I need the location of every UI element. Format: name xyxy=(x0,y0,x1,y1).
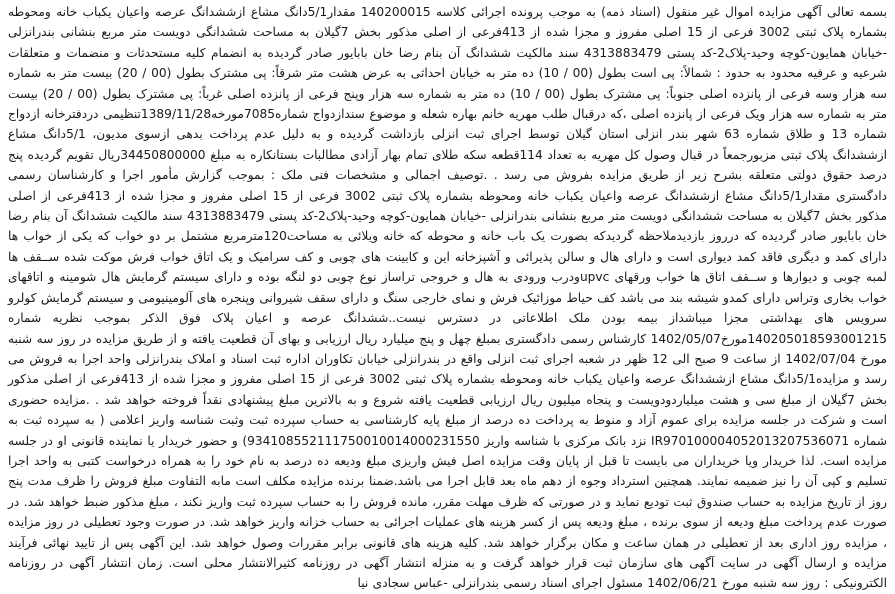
auction-notice-text: بسمه تعالی آگهی مزایده اموال غیر منقول (اسناد ذمه) به موجب پرونده اجرائی کلاسه 140200015 مقدار5/1دانگ مشاع ازششدانگ عرصه واعیان یکباب خانه ومحوطه بشماره پلاک ثبتی 3002 فرعی از 15 اصلی مفروز و مجزا شده از 413فرعی از اصلی مذکور بخش 7گیلان به مساحت ششدانگی دویست متر مربع بنشانی بندرانزلی -خیابان همایون-کوچه وحید-پلاک2-کد پستی 4313883479 سند مالکیت ششدانگ آن بنام رضا خان بابایور صادر گردیده به انضمام کلیه مستحدثات و منضمات و متعلقات شرعیه و عرفیه محدود به حدود : شمالاً: پی است بطول (00 / 10) ده متر به خیابان احداثی به عرض هشت متر شرقاً: پی مشترک بطول (00 / 20) بیست متر به شماره سه هزار وسه فرعی از پانزده اصلی جنوباً: پی مشترک بطول (00 / 10) ده متر به شماره سه هزار وپنج فرعی از پانزده اصلی غرباً: پی مشترک بطول (00 / 20) بیست متر به شماره سه هزار ویک فرعی از پانزده اصلی ،که درقبال طلب مهریه خانم بهاره شعله و موضوع سندازدواج شماره7085مورخه1389/11/28تنظیمی دردفترخانه ازدواج شماره 13 و طلاق شماره 63 شهر بندر انزلی استان گیلان توسط اجرای ثبت انزلی بازداشت گردیده و به دلیل عدم پرداخت بدهی ازسوی مدیون، 5/1دانگ مشاع ازششدانگ پلاک ثبتی مزبورجمعاً در قبال وصول کل مهریه به تعداد 114قطعه سکه طلای تمام بهار آزادی مطالبات بستانکاره به مبلغ 34450800000ریال تقویم گردیده پنج درصد حقوق دولتی متعلقه بشرح زیر از طریق مزایده بفروش می رسد . .توصیف اجمالی و مشخصات فنی ملک : بموجب گزارش مأمور اجرا و کارشناسان رسمی دادگستری مقدار5/1دانگ مشاع ازششدانگ عرصه واعیان یکباب خانه ومحوطه بشماره پلاک ثبتی 3002 فرعی از 15 اصلی مفروز و مجزا شده از 413فرعی از اصلی مذکور بخش 7گیلان به مساحت ششدانگی دویست متر مربع بنشانی بندرانزلی -خیابان همایون-کوچه وحید-پلاک2-کد پستی 4313883479 سند مالکیت ششدانگ آن بنام رضا خان بابایور صادر گردیده که درروز بازدیدملاحظه گردیدکه بصورت یک باب خانه و محوطه که خانه ویلائی به مساحت120مترمربع مشتمل بر دو خواب که یکی از خواب ها دارای کمد و دیگری فاقد کمد دیواری است و دارای هال و سالن پذیرائی و آشپزخانه این و کابینت های چوبی و کف سرامیک و یک اتاق خواب فرش موکت شده ســقف ها لمبه چوبی و دیوارها و ســقف اتاق ها خواب ورقهای upvcودرب ورودی به هال و خروجی تراساز نوع چوبی دو لنگه بوده و دارای سیستم گرمایش هال شومینه و اتاقهای خواب بخاری وتراس دارای کمدو شیشه بند می باشد کف حیاط موزائیک فرش و نمای خارجی سنگ و دارای سقف شیروانی وپنجره های آلومینیومی و سیستم گرمایش کولرو سرویس های بهداشتی مجزا میباشداز بیمه بودن ملک اطلاعاتی در دسترس نیست..ششدانگ عرصه و اعیان پلاک فوق الذکر بموجب نظریه شماره 140205018593001215مورخ1402/05/07 کارشناس رسمی دادگستری بمبلغ چهل و پنج میلیارد ریال ارزیابی و بهای آن قطعیت یافته و از طریق مزایده در روز سه شنبه مورخ 1402/07/04 از ساعت 9 صبح الی 12 ظهر در شعبه اجرای ثبت انزلی واقع در بندرانزلی خیابان تکاوران اداره ثبت اسناد و املاک بندرانزلی واحد اجرا به فروش می رسد و مزایده5/1دانگ مشاع ازششدانگ عرصه واعیان یکباب خانه ومحوطه بشماره پلاک ثبتی 3002 فرعی از 15 اصلی مفروز و مجزا شده از 413فرعی از اصلی مذکور بخش 7گیلان از مبلغ سی و هشت میلیاردودویست و پنجاه میلیون ریال ارزیابی قطعیت یافته شروع و به بالاترین مبلغ پیشنهادی نقداً فروخته خواهد شد . .مزایده حضوری است و شرکت در جلسه مزایده برای عموم آزاد و منوط به پرداخت ده درصد از مبلغ پایه کارشناسی به حساب سپرده ثبت وثبت شناسه واریز اعلامی ( به سپرده ثبت به شماره IR970100004052013207536071 نزد بانک مرکزی با شناسه واریز 934108552111750010014000231550) و حضور خریدار یا نماینده قانونی او در جلسه مزایده است. لذا خریدار ویا خریداران می بایست تا قبل از پایان وقت مزایده اصل فیش واریزی مبلغ ودیعه ده درصد به نام خود را به همراه درخواست کتبی به واحد اجرا تسلیم و کپی آن را نیز ضمیمه نمایند. همچنین استرداد وجوه از دهم ماه بعد قابل اجرا می باشد.ضمنا برنده مزایده مکلف است مابه التفاوت مبلغ فروش را ظرف مدت پنج روز از تاریخ مزایده به حساب صندوق ثبت تودیع نماید و در صورتی که ظرف مهلت مقرر، مانده فروش را به حساب سپرده ثبت واریز نکند ، مبلغ مذکور ضبط خواهد شد. در صورت عدم پرداخت مبلغ ودیعه از سوی برنده ، مبلغ ودیعه پس از کسر هزینه های عملیات اجرائی به حساب خزانه واریز خواهد شد. در صورت وجود تعطیلی در روز مزایده ، مزایده روز اداری بعد از تعطیلی در همان ساعت و مکان برگزار خواهد شد. کلیه هزینه های قانونی برابر مقررات وصول خواهد شد. این آگهی پس از تایید نهائی فرآیند مزایده و ارسال آگهی در سایت آگهی های سازمان ثبت قرار خواهد گرفت و به منزله انتشار آگهی در روزنامه کثیرالانتشار محلی است. زمان انتشار آگهی در روزنامه الکترونیکی : روز سه شنبه مورخ 1402/06/21 مسئول اجرای اسناد رسمی بندرانزلی -عباس سجادی نیا xyxy=(8,5,888,591)
